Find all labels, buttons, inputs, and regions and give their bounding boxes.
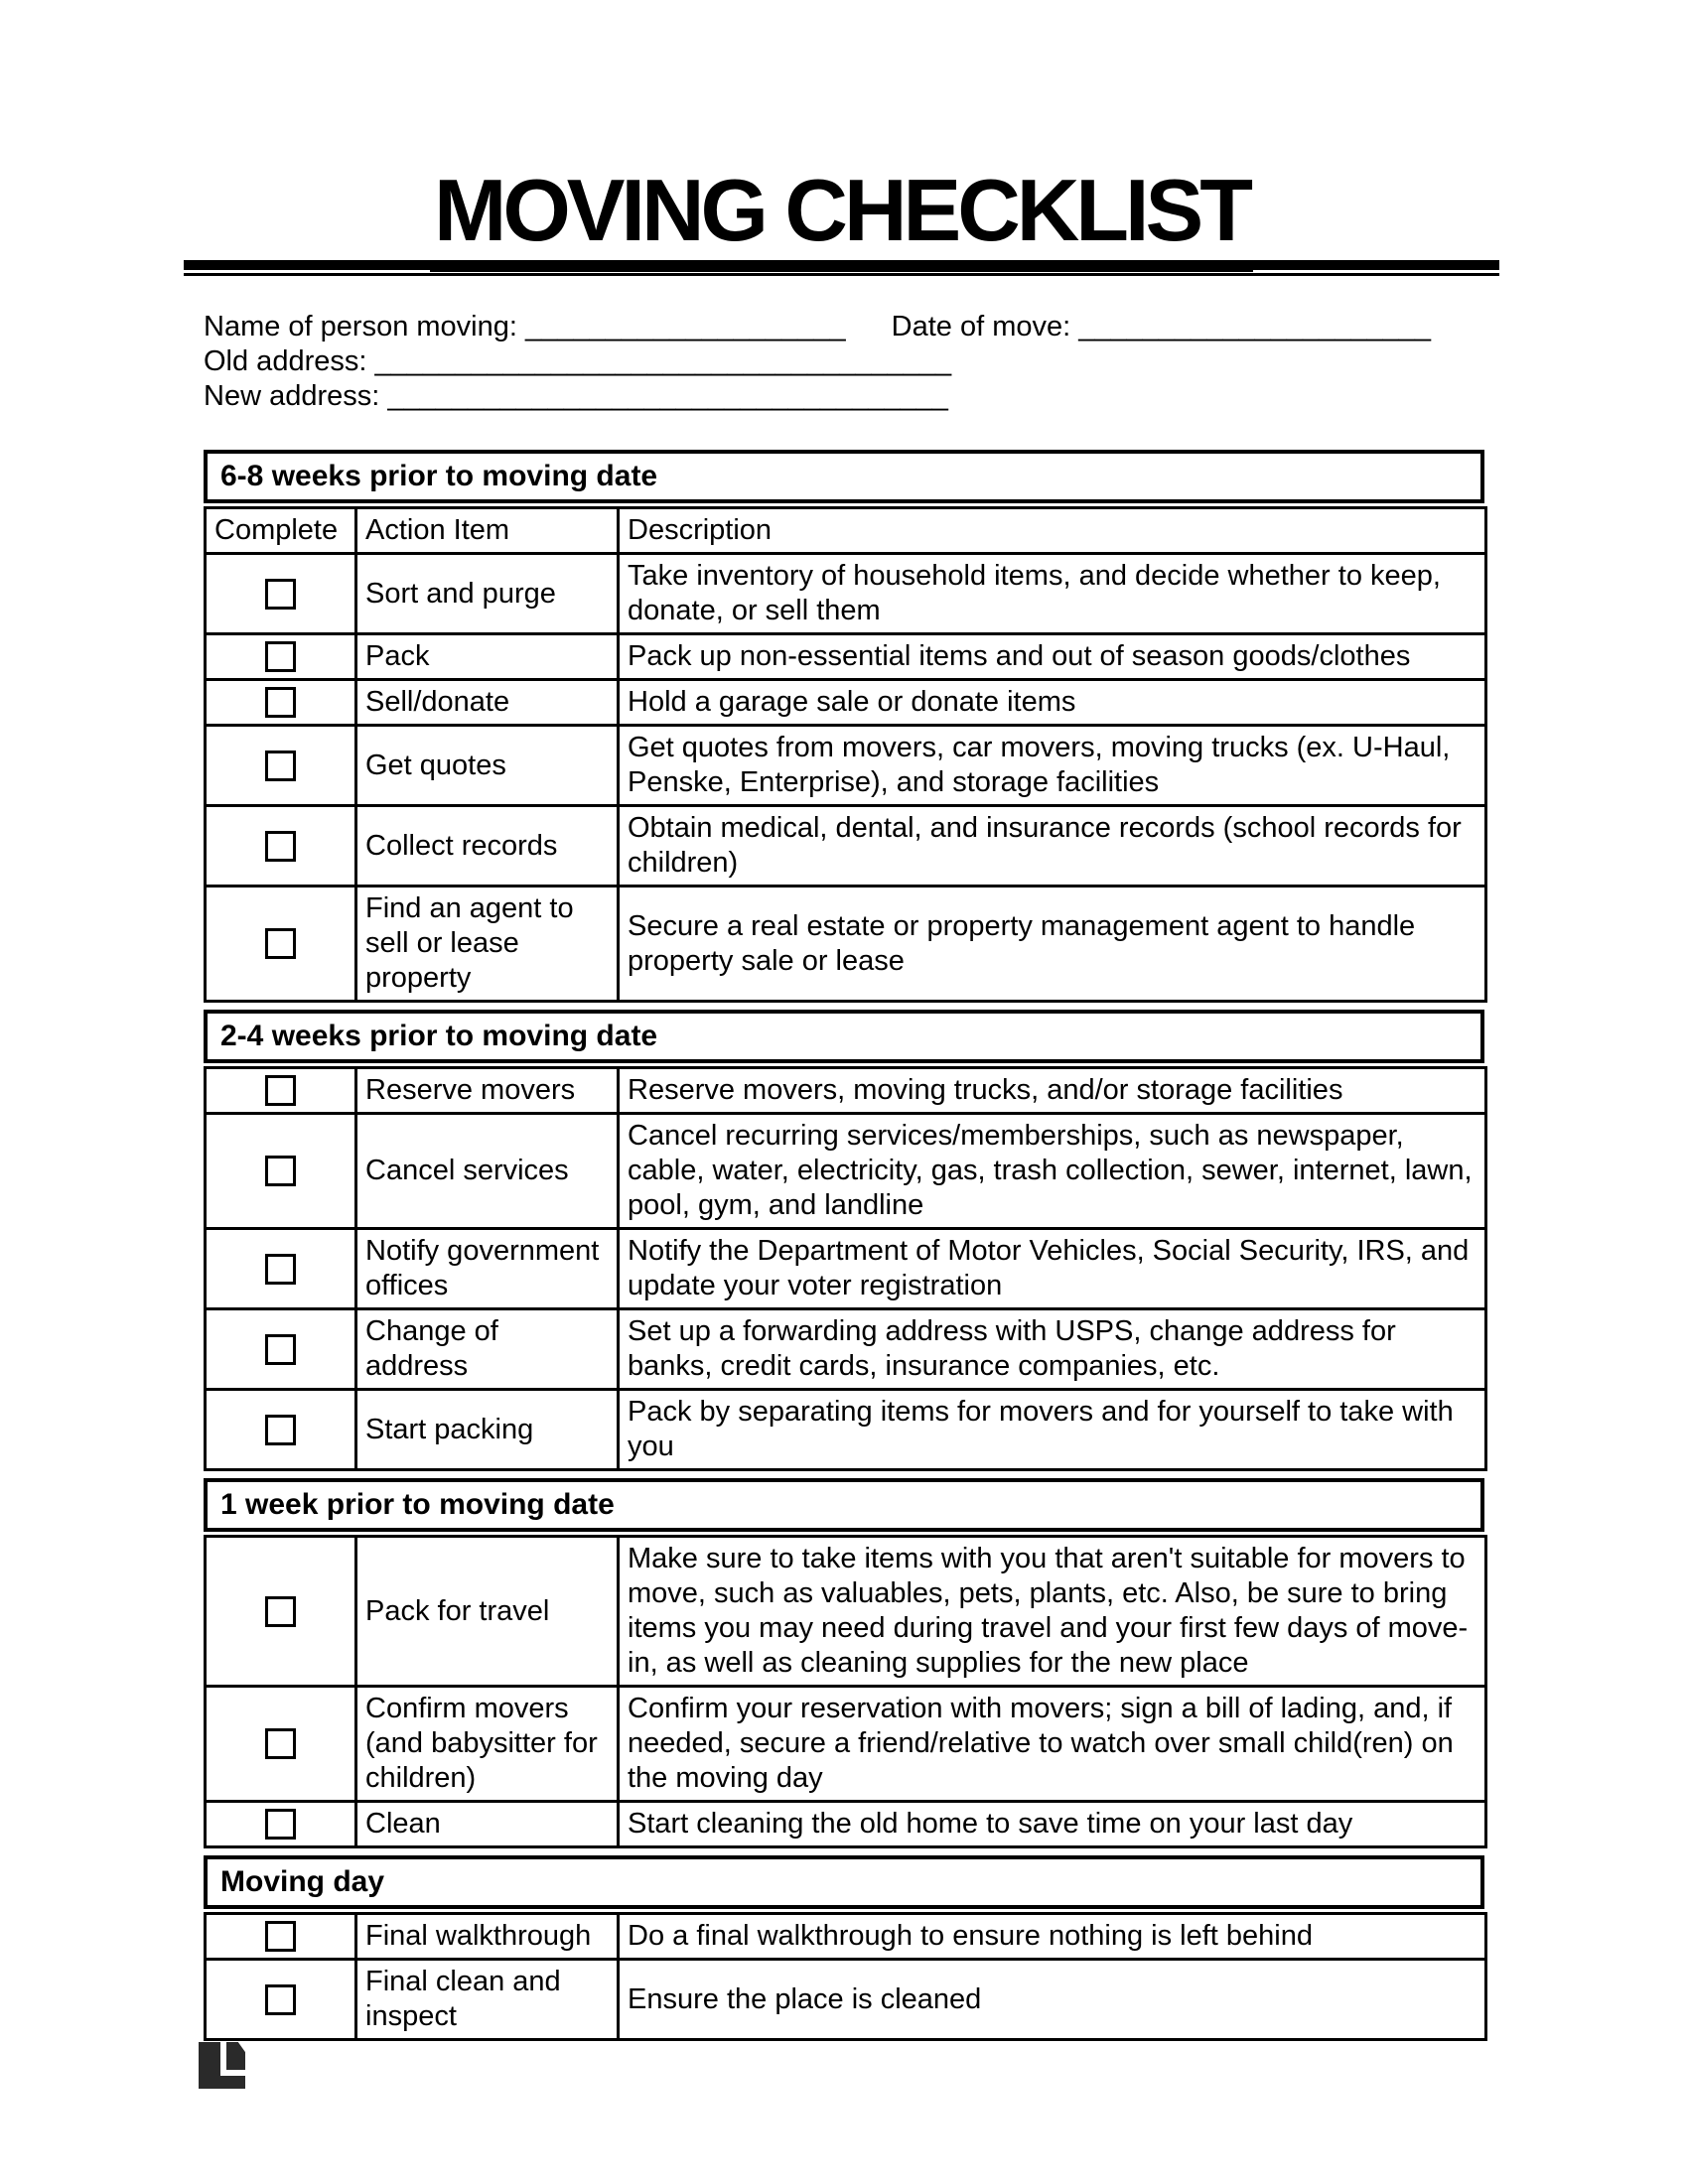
description-cell: Pack up non-essential items and out of season goods/clothes [619, 634, 1486, 680]
complete-cell [206, 887, 356, 1002]
action-item-cell: Final clean and inspect [356, 1960, 619, 2040]
description-cell: Hold a garage sale or donate items [619, 680, 1486, 726]
new-address-label: New address: [204, 380, 380, 412]
checklist-section [204, 450, 1484, 1003]
action-item-cell: Reserve movers [356, 1068, 619, 1114]
complete-cell [206, 1114, 356, 1229]
checklist-row [206, 634, 1486, 680]
description-cell: Take inventory of household items, and decide whether to keep, donate, or sell them [619, 554, 1486, 634]
action-item-cell: Change of address [356, 1309, 619, 1390]
complete-cell [206, 1914, 356, 1960]
checkbox[interactable] [265, 1075, 296, 1106]
checklist-row [206, 1229, 1486, 1309]
name-of-person-label: Name of person moving: [204, 311, 517, 342]
action-item-cell: Cancel services [356, 1114, 619, 1229]
description-cell: Pack by separating items for movers and for yourself to take with you [619, 1390, 1486, 1470]
checklist-row [206, 1687, 1486, 1802]
complete-cell [206, 680, 356, 726]
logo-document-icon [226, 2042, 245, 2070]
checkbox[interactable] [265, 1728, 296, 1759]
checkbox[interactable] [265, 1596, 296, 1627]
complete-cell [206, 1068, 356, 1114]
checklist-section [204, 1478, 1484, 1848]
new-address-blank: ___________________________________ [387, 380, 948, 412]
checklist-sections [204, 450, 1484, 2041]
action-item-cell: Sell/donate [356, 680, 619, 726]
description-cell: Get quotes from movers, car movers, moving trucks (ex. U-Haul, Penske, Enterprise), and storage facilities [619, 726, 1486, 806]
checklist-row [206, 1068, 1486, 1114]
section-title: Moving day [204, 1855, 1484, 1909]
action-item-cell: Notify government offices [356, 1229, 619, 1309]
action-item-cell: Find an agent to sell or lease property [356, 887, 619, 1002]
new-address-line [204, 379, 1499, 414]
section-table [204, 1535, 1487, 1848]
complete-cell [206, 1802, 356, 1847]
section-title: 1 week prior to moving date [204, 1478, 1484, 1532]
action-item-cell: Collect records [356, 806, 619, 887]
logo-l-base [199, 2076, 245, 2089]
section-title: 2-4 weeks prior to moving date [204, 1010, 1484, 1063]
complete-cell [206, 554, 356, 634]
checklist-row [206, 1960, 1486, 2040]
description-cell: Secure a real estate or property management agent to handle property sale or lease [619, 887, 1486, 1002]
column-header-row [206, 508, 1486, 554]
complete-cell [206, 806, 356, 887]
page-title-text: MOVING CHECKLIST [430, 161, 1253, 272]
checklist-row [206, 1390, 1486, 1470]
checkbox[interactable] [265, 1984, 296, 2015]
complete-cell [206, 1960, 356, 2040]
title-rule-thin [184, 273, 1499, 276]
checkbox[interactable] [265, 928, 296, 959]
legal-templates-logo [199, 2042, 245, 2089]
section-table [204, 1066, 1487, 1471]
checkbox[interactable] [265, 1334, 296, 1365]
checkbox[interactable] [265, 1156, 296, 1186]
old-address-blank: ____________________________________ [374, 345, 952, 377]
checkbox[interactable] [265, 831, 296, 862]
checkbox[interactable] [265, 579, 296, 610]
description-cell: Do a final walkthrough to ensure nothing is left behind [619, 1914, 1486, 1960]
description-cell: Ensure the place is cleaned [619, 1960, 1486, 2040]
checklist-row [206, 806, 1486, 887]
checkbox[interactable] [265, 1921, 296, 1952]
checkbox[interactable] [265, 1809, 296, 1840]
old-address-label: Old address: [204, 345, 367, 377]
action-item-cell: Sort and purge [356, 554, 619, 634]
complete-cell [206, 1537, 356, 1687]
date-of-move-blank: ______________________ [1078, 311, 1432, 342]
checklist-row [206, 1914, 1486, 1960]
action-item-cell: Start packing [356, 1390, 619, 1470]
column-header-action-item: Action Item [356, 508, 619, 554]
complete-cell [206, 1687, 356, 1802]
checklist-section [204, 1855, 1484, 2041]
checklist-row [206, 1309, 1486, 1390]
document-content [184, 0, 1499, 2048]
action-item-cell: Pack [356, 634, 619, 680]
checkbox[interactable] [265, 1415, 296, 1445]
description-cell: Make sure to take items with you that aren't suitable for movers to move, such as valuables, pets, plants, etc. Also, be sure to bring items you may need during travel and your first few days of move-in, as well as cleaning supplies for the new place [619, 1537, 1486, 1687]
checklist-row [206, 1114, 1486, 1229]
page-title [184, 0, 1499, 259]
checklist-row [206, 1802, 1486, 1847]
description-cell: Reserve movers, moving trucks, and/or storage facilities [619, 1068, 1486, 1114]
description-cell: Notify the Department of Motor Vehicles, Social Security, IRS, and update your voter registration [619, 1229, 1486, 1309]
checklist-section [204, 1010, 1484, 1471]
checklist-row [206, 726, 1486, 806]
checklist-row [206, 680, 1486, 726]
description-cell: Obtain medical, dental, and insurance records (school records for children) [619, 806, 1486, 887]
description-cell: Confirm your reservation with movers; sign a bill of lading, and, if needed, secure a friend/relative to watch over small child(ren) on the moving day [619, 1687, 1486, 1802]
action-item-cell: Pack for travel [356, 1537, 619, 1687]
name-of-person-blank: ____________________ [525, 311, 846, 342]
intro-form [204, 310, 1499, 414]
complete-cell [206, 634, 356, 680]
complete-cell [206, 1229, 356, 1309]
action-item-cell: Clean [356, 1802, 619, 1847]
description-cell: Set up a forwarding address with USPS, change address for banks, credit cards, insurance companies, etc. [619, 1309, 1486, 1390]
checkbox[interactable] [265, 687, 296, 718]
column-header-complete: Complete [206, 508, 356, 554]
date-of-move-label: Date of move: [891, 311, 1071, 342]
name-and-date-line [204, 310, 1499, 344]
action-item-cell: Confirm movers (and babysitter for children) [356, 1687, 619, 1802]
complete-cell [206, 1390, 356, 1470]
complete-cell [206, 1309, 356, 1390]
description-cell: Start cleaning the old home to save time on your last day [619, 1802, 1486, 1847]
section-table [204, 1912, 1487, 2041]
complete-cell [206, 726, 356, 806]
old-address-line [204, 344, 1499, 379]
checklist-row [206, 1537, 1486, 1687]
section-table [204, 506, 1487, 1003]
section-title: 6-8 weeks prior to moving date [204, 450, 1484, 503]
column-header-description: Description [619, 508, 1486, 554]
checkbox[interactable] [265, 641, 296, 672]
checkbox[interactable] [265, 1254, 296, 1285]
description-cell: Cancel recurring services/memberships, such as newspaper, cable, water, electricity, gas, trash collection, sewer, internet, lawn, pool, gym, and landline [619, 1114, 1486, 1229]
action-item-cell: Final walkthrough [356, 1914, 619, 1960]
checkbox[interactable] [265, 751, 296, 781]
checklist-row [206, 554, 1486, 634]
checklist-row [206, 887, 1486, 1002]
action-item-cell: Get quotes [356, 726, 619, 806]
